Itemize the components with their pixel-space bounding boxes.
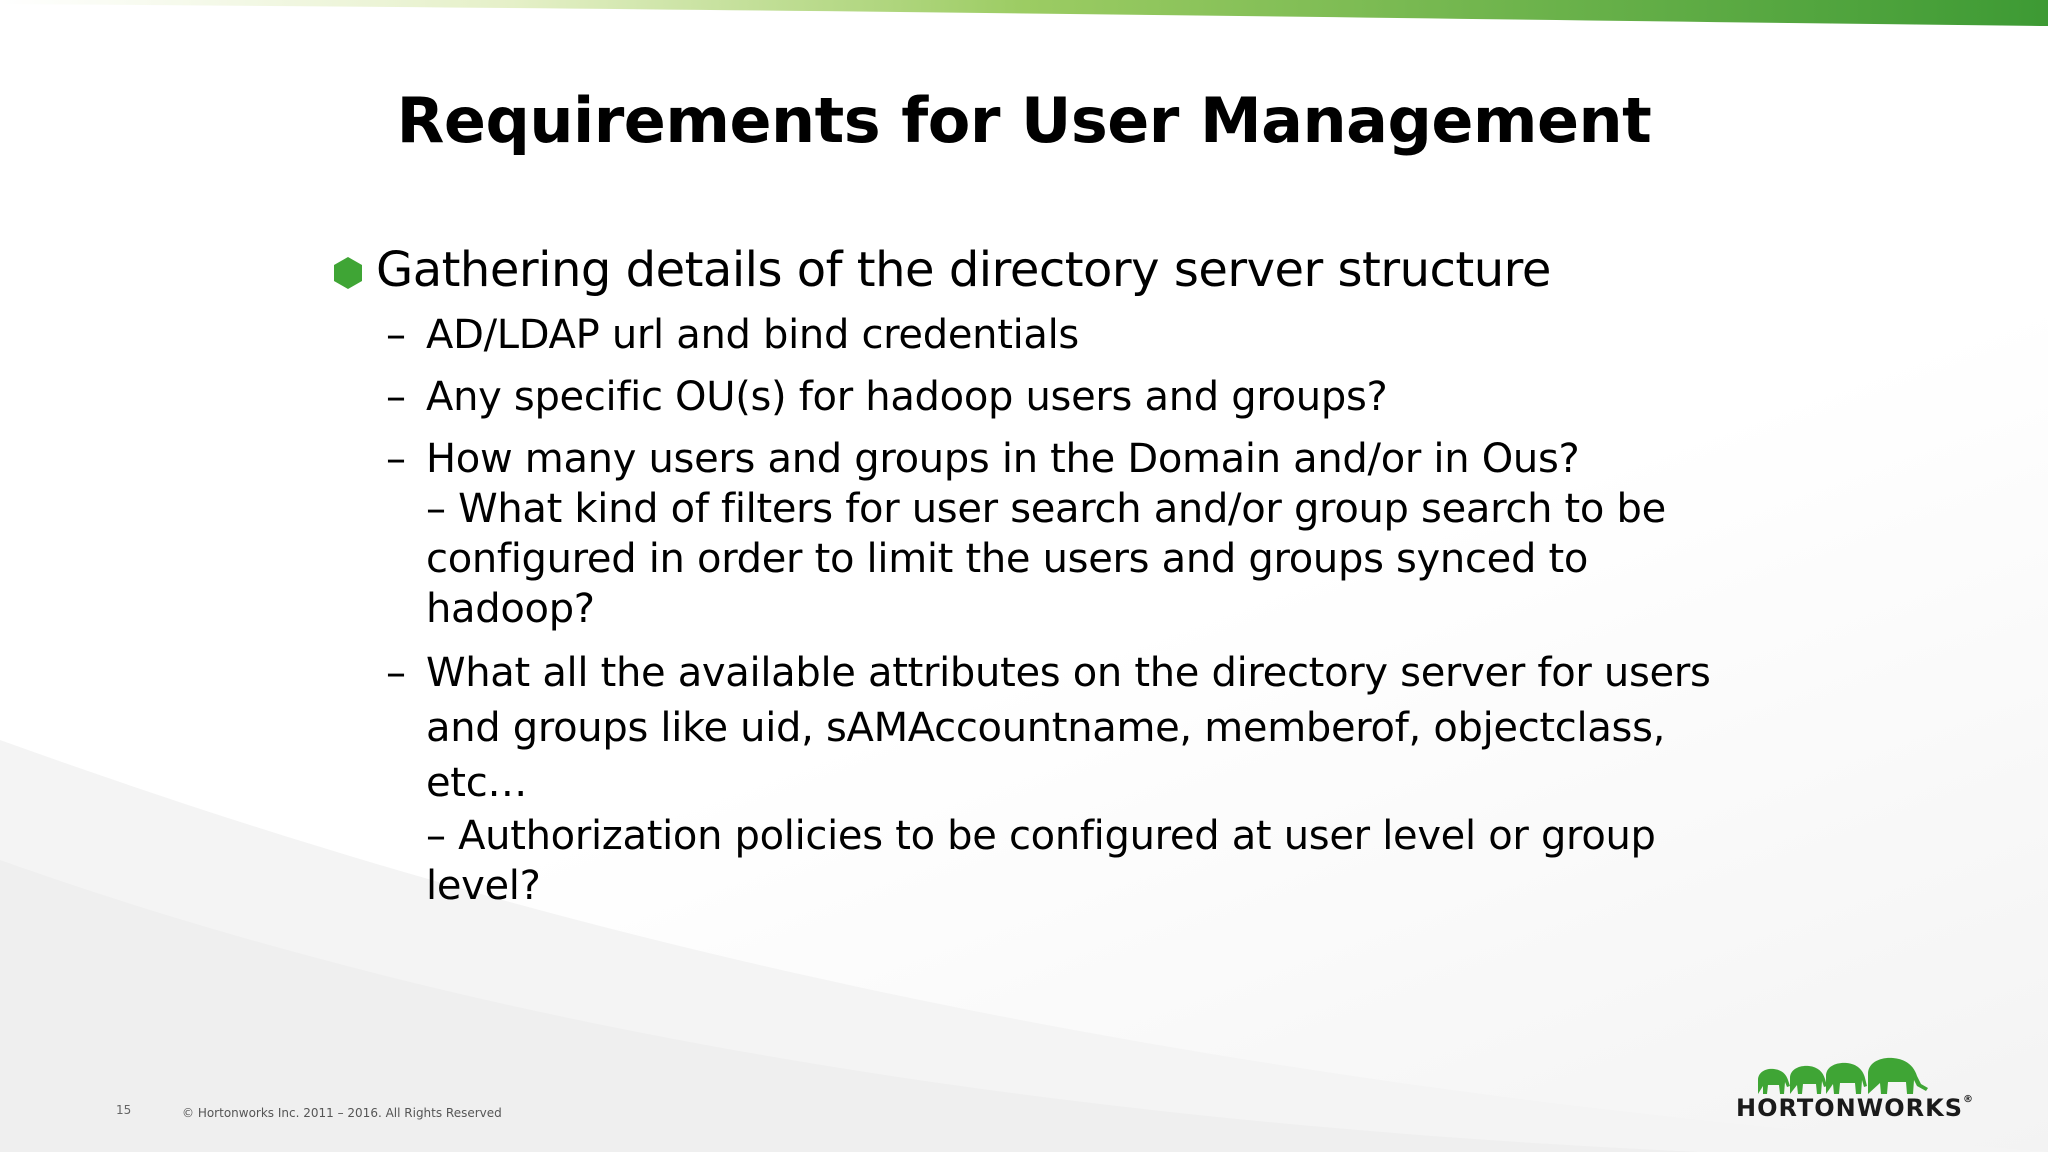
sub-item	[332, 434, 1752, 484]
dash-marker: –	[386, 312, 406, 358]
dash-marker: –	[386, 436, 406, 482]
dash-marker: –	[386, 650, 406, 696]
bullet-item	[332, 234, 1752, 306]
sub-item-text: What all the available attributes on the directory server for users and groups like uid, sAMAccountname, memberof, objectclass, etc…	[426, 650, 1711, 806]
top-accent-bar	[0, 0, 2048, 28]
sub-item-text: How many users and groups in the Domain and/or in Ous?	[426, 436, 1580, 482]
slide-content	[332, 234, 1752, 911]
hexagon-bullet-icon	[332, 256, 364, 290]
bullet-text: Gathering details of the directory server structure	[376, 242, 1551, 298]
sub-item-continuation: – What kind of filters for user search and/or group search to be configured in order to limit the users and groups synced to hadoop?	[426, 486, 1666, 632]
sub-item-text: AD/LDAP url and bind credentials	[426, 312, 1079, 358]
copyright-text: © Hortonworks Inc. 2011 – 2016. All Rights Reserved	[182, 1106, 502, 1120]
page-number: 15	[116, 1103, 132, 1117]
sub-item	[332, 646, 1752, 811]
sub-item-continuation: – Authorization policies to be configured at user level or group level?	[426, 813, 1656, 909]
sub-item-text: Any specific OU(s) for hadoop users and groups?	[426, 374, 1388, 420]
elephant-herd-icon	[1756, 1054, 1946, 1096]
sub-item	[332, 372, 1752, 422]
logo-wordmark: HORTONWORKS®	[1736, 1094, 1974, 1122]
slide-title: Requirements for User Management	[396, 84, 1652, 157]
hortonworks-logo	[1736, 1054, 1974, 1122]
dash-marker: –	[386, 374, 406, 420]
sub-item	[332, 310, 1752, 360]
